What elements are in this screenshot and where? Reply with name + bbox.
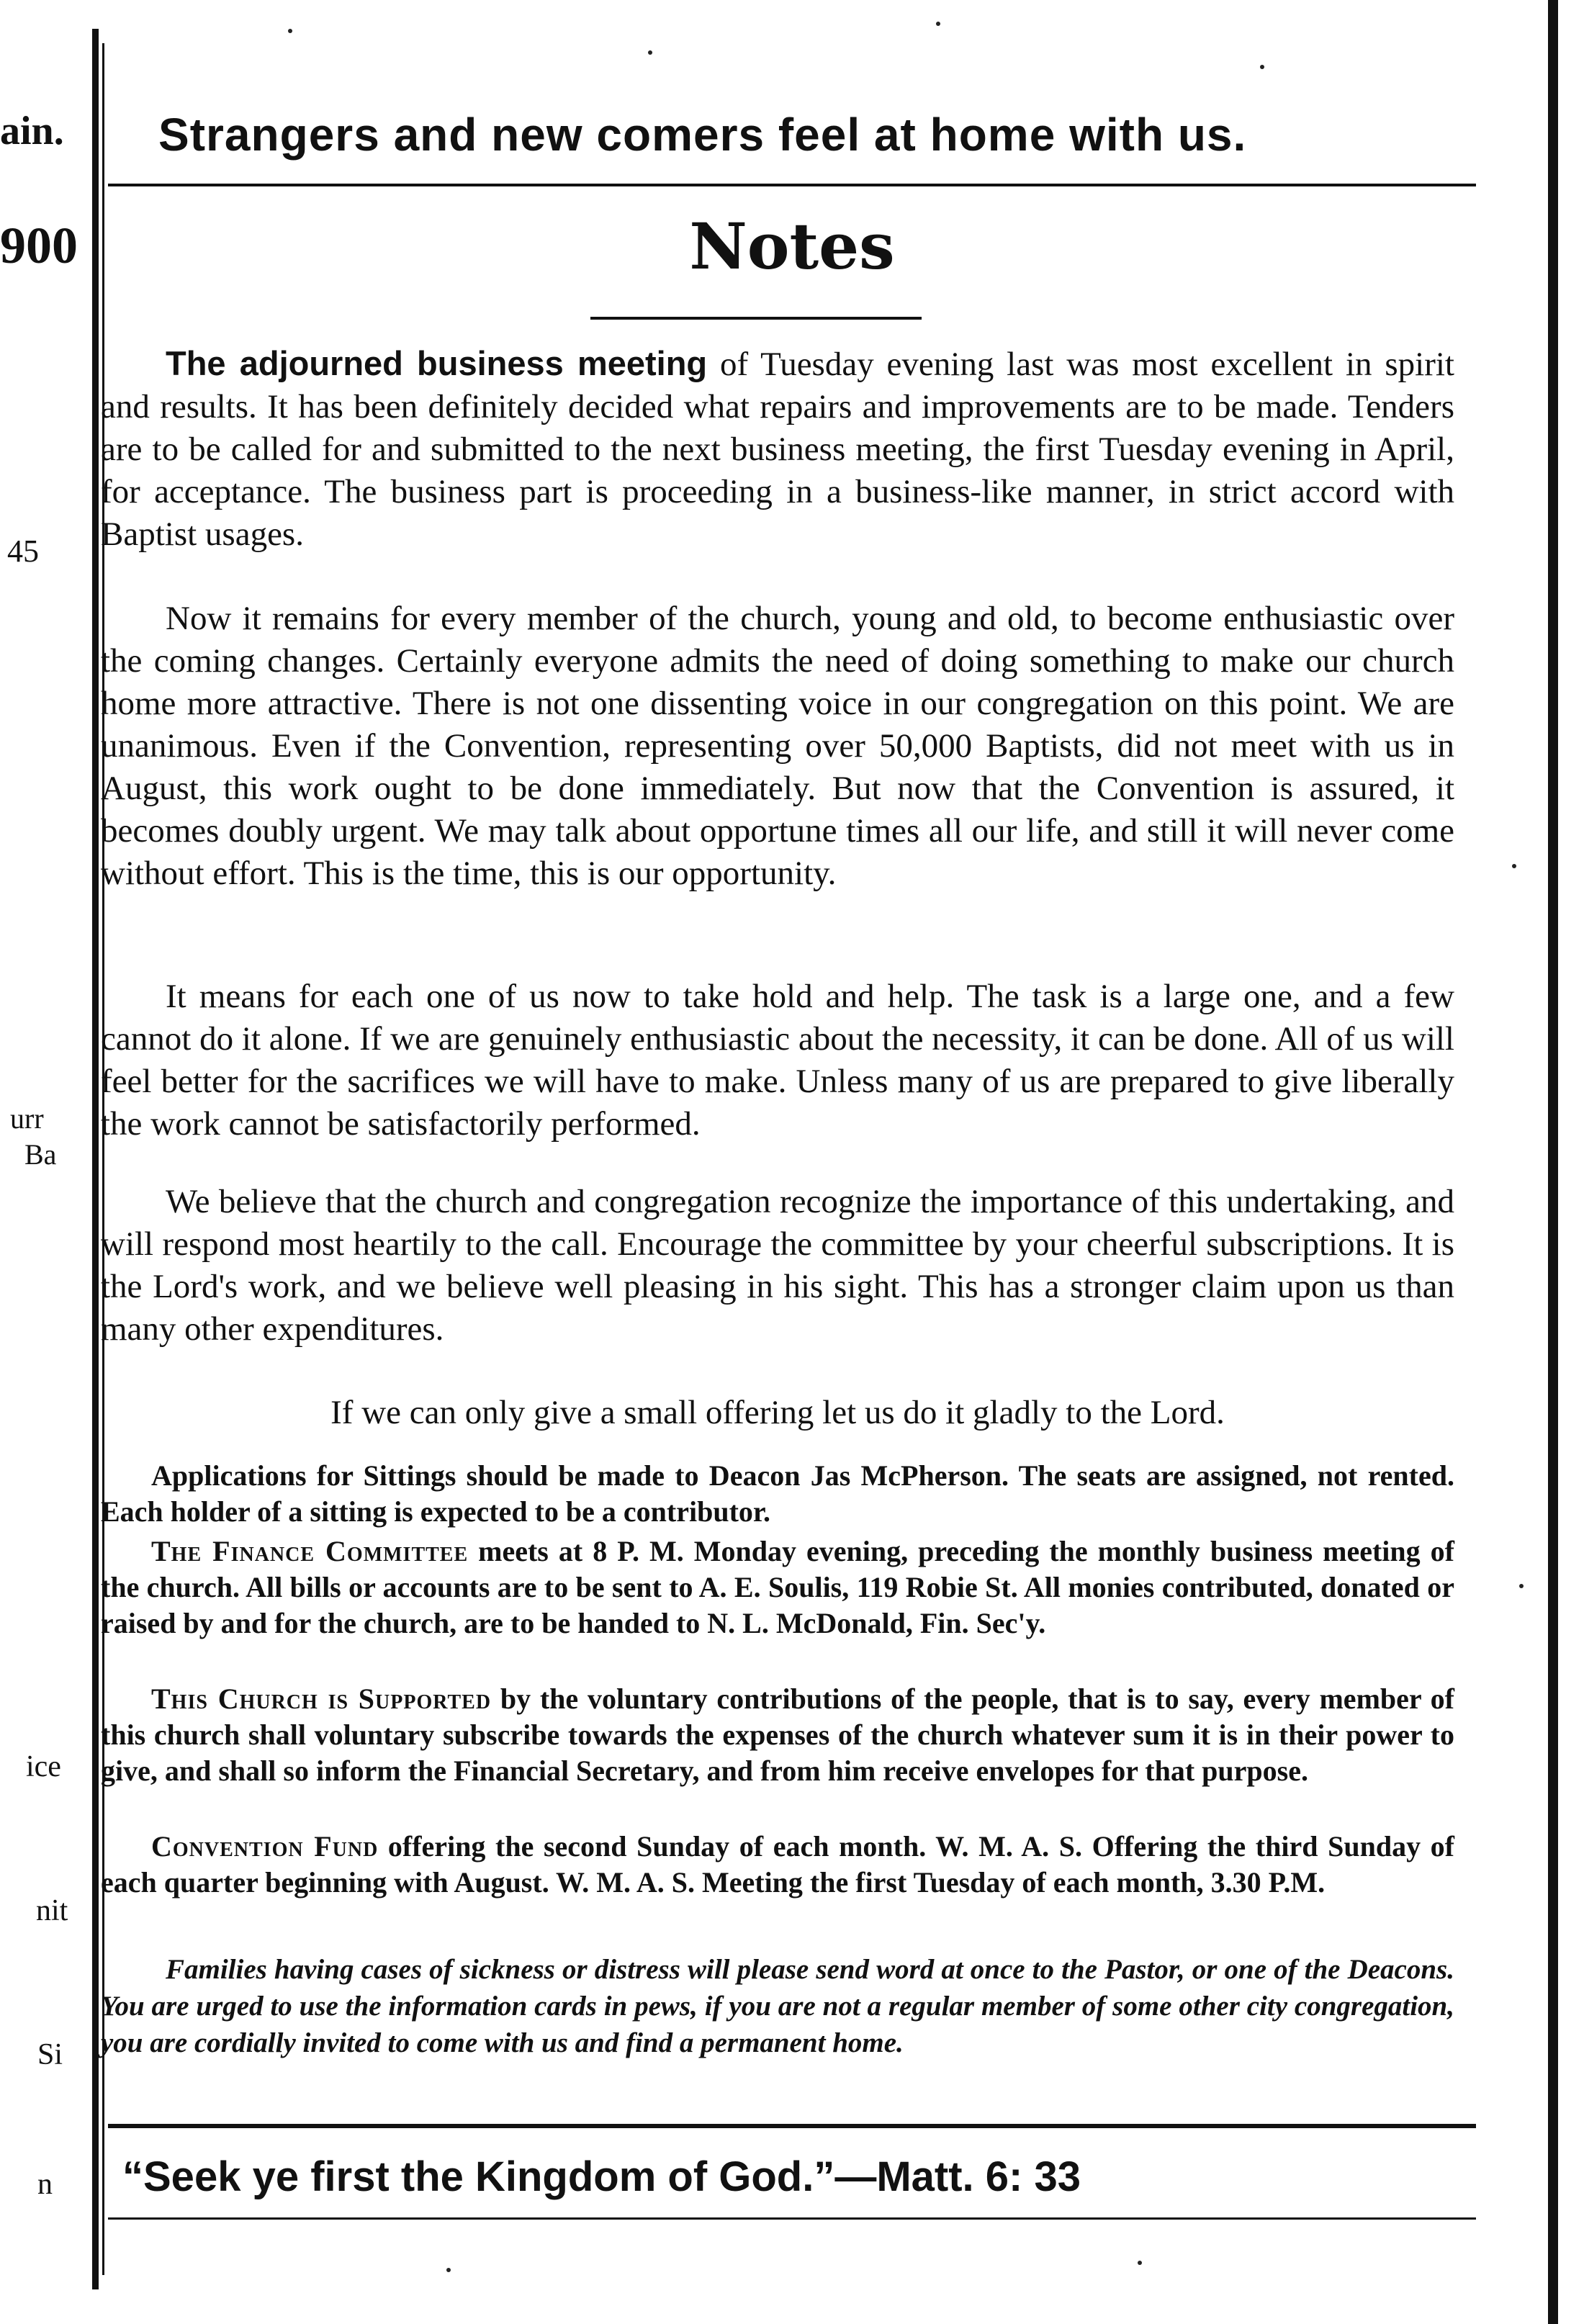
- notice-text: by the voluntary contributions of the people, that is to say, every member of this church shall voluntary subscribe towards the expenses of the church whatever sum it is in their power to give, and shall so inform the Financial Secretary, and from him receive envelopes for that purpose.: [101, 1683, 1455, 1787]
- page-edge-rule: [1548, 0, 1558, 2324]
- notice-support: [101, 1681, 1454, 1789]
- left-fragment: n: [37, 2168, 53, 2201]
- paragraph-text: of Tuesday evening last was most excellent in spirit and results. It has been definitely decided what repairs and improvements are to be made. Tenders are to be called for and submitted to the next business meeting, the first Tuesday evening in April, for acceptance. The business part is proceeding in a business-like manner, in strict accord with Baptist usages.: [101, 346, 1454, 553]
- banner-rule: [108, 184, 1476, 186]
- scan-speck: [936, 22, 940, 26]
- notice-sittings: [101, 1458, 1454, 1530]
- paragraph: [101, 1181, 1454, 1351]
- column-rule: [92, 29, 99, 2289]
- scan-speck: [288, 29, 292, 33]
- motto-rule-top: [108, 2124, 1476, 2128]
- offering-line: If we can only give a small offering let us do it gladly to the Lord.: [330, 1394, 1225, 1431]
- left-fragment: Ba: [24, 1138, 57, 1171]
- notice-lead: This Church is Supported: [151, 1683, 492, 1715]
- notice-lead: Applications for Sittings: [151, 1459, 456, 1492]
- paragraph: [101, 598, 1454, 895]
- paragraph-text: It means for each one of us now to take hold and help. The task is a large one, and a few cannot do it alone. If we are genuinely enthusiastic about the necessity, it can be done. All of us will feel better for the sacrifices we will have to make. Unless many of us are prepared to give liberally the work cannot be satisfactorily performed.: [101, 978, 1454, 1143]
- paragraph-lead: The adjourned business meeting: [166, 344, 708, 382]
- left-fragment: 45: [7, 533, 39, 569]
- scan-speck: [1260, 65, 1264, 69]
- notice-text: meets at 8 P. M. Monday evening, preceding the monthly business meeting of the church. All bills or accounts are to be sent to A. E. Soulis, 119 Robie St. All monies contributed, donated or raised by and for the church, are to be handed to N. L. McDonald, Fin. Sec'y.: [101, 1535, 1454, 1639]
- scan-speck: [1519, 1584, 1524, 1588]
- left-fragment: 900: [0, 217, 78, 274]
- title-rule: [590, 317, 922, 320]
- scan-speck: [446, 2268, 451, 2272]
- page-title: Notes: [689, 209, 895, 284]
- left-fragment: Si: [37, 2038, 63, 2071]
- paragraph: [101, 976, 1454, 1145]
- notice-finance: [101, 1533, 1454, 1641]
- paragraph: [101, 342, 1454, 556]
- banner-text: Strangers and new comers feel at home with us.: [158, 109, 1247, 161]
- notice-text: should be made to Deacon Jas McPherson. The seats are assigned, not rented. Each holder of a sitting is expected to be a contributor.: [101, 1459, 1454, 1528]
- notice-text: offering the second Sunday of each month. W. M. A. S. Offering the third Sunday of each quarter beginning with August. W. M. A. S. Meeting the first Tuesday of each month, 3.30 P.M.: [101, 1830, 1455, 1899]
- notice-lead: Convention Fund: [151, 1830, 379, 1863]
- scan-speck: [1138, 2261, 1142, 2265]
- paragraph-text: Now it remains for every member of the church, young and old, to become enthusiastic over the coming changes. Certainly everyone admits the need of doing something to make our church home more attractive. There is not one dissenting voice in our congregation on this point. We are unanimous. Even if the Convention, representing over 50,000 Baptists, did not meet with us in August, this work ought to be done immediately. But now that the Convention is assured, it becomes doubly urgent. We may talk about opportune times all our life, and still it will never come without effort. This is the time, this is our opportunity.: [101, 600, 1454, 892]
- families-note: Families having cases of sickness or distress will please send word at once to the Pastor, or one of the Deacons. You are urged to use the information cards in pews, if you are not a regular member of some other city congregation, you are cordially invited to come with us and find a permanent home.: [101, 1954, 1454, 2058]
- left-fragment: ain.: [0, 109, 64, 153]
- paragraph-text: We believe that the church and congregation recognize the importance of this undertaking, and will respond most heartily to the call. Encourage the committee by your cheerful subscriptions. It is the Lord's work, and we believe well pleasing in his sight. This has a stronger claim upon us than many other expenditures.: [101, 1183, 1454, 1348]
- motto: “Seek ye first the Kingdom of God.”—Matt. 6: 33: [122, 2153, 1081, 2200]
- left-fragment: nit: [36, 1894, 68, 1927]
- motto-rule-bottom: [108, 2217, 1476, 2220]
- scan-speck: [648, 50, 652, 55]
- scan-speck: [1512, 864, 1516, 868]
- left-fragment: urr: [10, 1102, 44, 1135]
- notice-lead: The Finance Committee: [151, 1535, 469, 1567]
- left-fragment: ice: [26, 1750, 61, 1783]
- notice-convention: [101, 1829, 1454, 1901]
